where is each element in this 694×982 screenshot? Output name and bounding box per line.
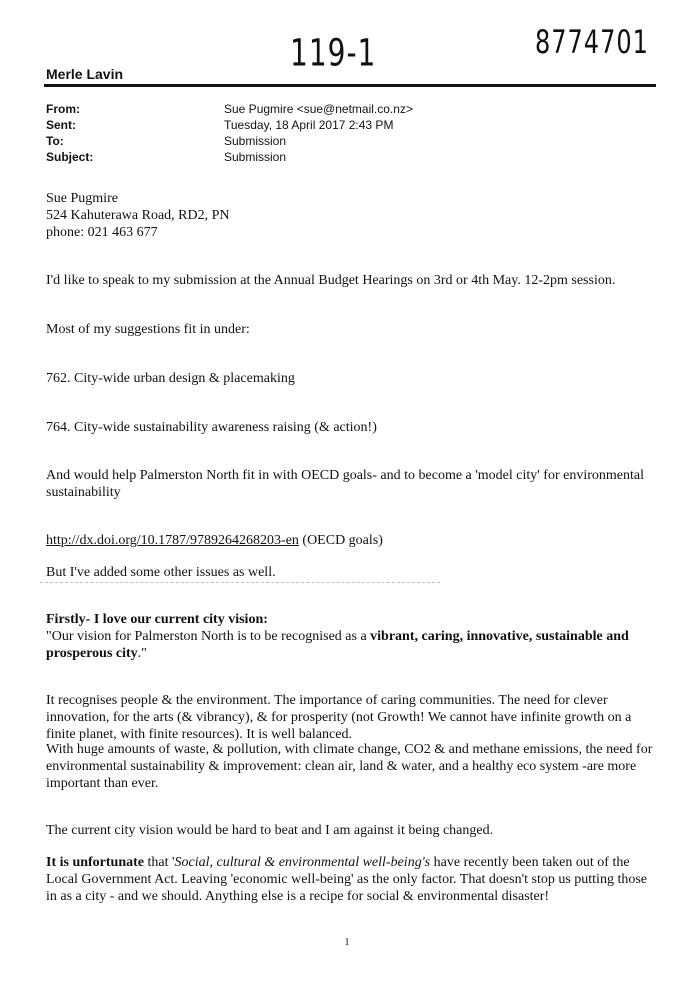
paragraph-environment: With huge amounts of waste, & pollution, with climate change, CO2 & and methane emissions, the need for environmental sustainability & improvement: clean air, land & water, and a healthy eco system -are more important than ever. bbox=[46, 742, 653, 791]
from-row bbox=[46, 101, 413, 117]
sent-value: Tuesday, 18 April 2017 2:43 PM bbox=[224, 118, 394, 132]
unfortunate-bold: It is unfortunate bbox=[46, 855, 145, 870]
paragraph-hearing: I'd like to speak to my submission at the Annual Budget Hearings on 3rd or 4th May. 12-2pm session. bbox=[46, 273, 616, 288]
subject-value: Submission bbox=[224, 150, 287, 164]
paragraph-unfortunate bbox=[46, 854, 658, 905]
to-row bbox=[46, 133, 413, 149]
header-divider bbox=[44, 84, 656, 87]
vision-section bbox=[46, 611, 658, 662]
paragraph-recognises: It recognises people & the environment. The importance of caring communities. The need for clever innovation, for the arts (& vibrancy), & for prosperity (not Growth! We cannot have infinite growth on a finite planet, with finite resources). It is well balanced. bbox=[46, 693, 632, 742]
sender-name: Sue Pugmire bbox=[46, 191, 118, 206]
unfortunate-text-a: that ' bbox=[144, 855, 175, 870]
vision-quote-start: "Our vision for Palmerston North is to be recognised as a bbox=[46, 629, 371, 644]
paragraph-suggestions: Most of my suggestions fit in under: bbox=[46, 322, 250, 337]
subject-label: Subject: bbox=[46, 150, 94, 164]
sent-row bbox=[46, 117, 413, 133]
paragraph-current-vision: The current city vision would be hard to beat and I am against it being changed. bbox=[46, 823, 494, 838]
sender-phone: phone: 021 463 677 bbox=[46, 225, 158, 240]
vision-quote bbox=[46, 628, 658, 662]
handwritten-note-left: 119-1 bbox=[290, 30, 377, 75]
sender-address: 524 Kahuterawa Road, RD2, PN bbox=[46, 208, 230, 223]
paragraph-other-issues: But I've added some other issues as well. bbox=[46, 565, 276, 580]
vision-quote-bold: vibrant, caring, innovative, sustainable and prosperous city bbox=[46, 629, 629, 661]
vision-quote-end: ." bbox=[137, 646, 147, 661]
mailbox-owner: Merle Lavin bbox=[46, 66, 124, 82]
unfortunate-text-b: have recently been taken out of the Local Government Act. Leaving 'economic well-being' as the only factor. That doesn't stop us putting those in as a city - and we should. Anything else is a recipe for social & environmental disaster! bbox=[46, 855, 648, 904]
sender-block bbox=[46, 190, 658, 241]
page-number: 1 bbox=[344, 937, 350, 948]
scan-artifact-line bbox=[40, 582, 440, 583]
oecd-link-line bbox=[46, 532, 658, 549]
email-header bbox=[46, 101, 413, 165]
from-label: From: bbox=[46, 102, 80, 116]
handwritten-note-right: 8774701 bbox=[535, 23, 649, 61]
from-value: Sue Pugmire <sue@netmail.co.nz> bbox=[224, 102, 413, 116]
paragraph-oecd: And would help Palmerston North fit in with OECD goals- and to become a 'model city' for environmental sustainability bbox=[46, 468, 644, 500]
oecd-link-note: (OECD goals) bbox=[298, 533, 383, 548]
to-label: To: bbox=[46, 134, 64, 148]
item-762: 762. City-wide urban design & placemaking bbox=[46, 371, 295, 386]
sent-label: Sent: bbox=[46, 118, 76, 132]
wellbeing-italic: Social, cultural & environmental well-being's bbox=[174, 855, 431, 870]
oecd-link[interactable]: http://dx.doi.org/10.1787/9789264268203-en bbox=[46, 533, 299, 548]
to-value: Submission bbox=[224, 134, 287, 148]
item-764: 764. City-wide sustainability awareness raising (& action!) bbox=[46, 420, 377, 435]
subject-row bbox=[46, 149, 413, 165]
firstly-heading: Firstly- I love our current city vision: bbox=[46, 612, 268, 627]
